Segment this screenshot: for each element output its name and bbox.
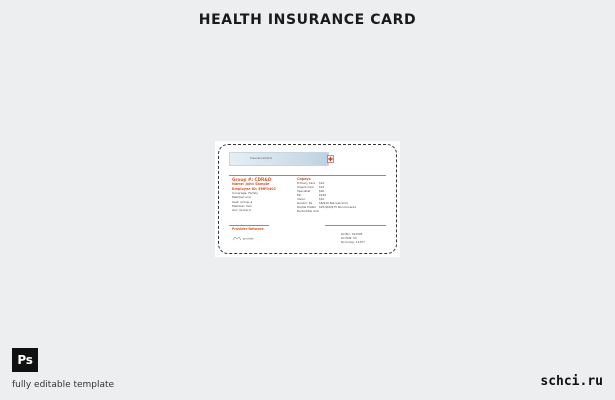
rx-line: Rx PCN: 54 (341, 236, 357, 241)
copay-value: $150 (319, 193, 327, 198)
member-line: Member:one (232, 195, 251, 200)
copay-label: Dental Preferr (297, 205, 317, 210)
copay-label: ER (297, 193, 301, 198)
member-line: Asc: Group b (232, 208, 252, 213)
group-number: Group #: CDR&D (232, 177, 272, 182)
card-divider-top (229, 175, 386, 176)
copay-label: Vision (297, 197, 306, 202)
copay-value: $10 (319, 197, 325, 202)
template-caption: fully editable template (12, 380, 115, 390)
insurance-card (215, 141, 400, 257)
copay-label: Primary Care (297, 181, 316, 186)
provider-logo-text: provider (242, 237, 254, 241)
member-line: Asst: Group a (232, 199, 253, 204)
copay-label: Deductible Amt (297, 209, 319, 214)
insurer-logo-icon (327, 155, 334, 163)
photoshop-icon: Ps (12, 348, 38, 372)
provider-network-title: Provider Network (232, 227, 264, 231)
rx-line: Rx Bin: 012345 (341, 232, 363, 236)
card-banner (229, 152, 329, 166)
copays-heading: Copays (297, 177, 311, 181)
member-name: Name: John Sample (232, 182, 270, 187)
card-divider-provider (229, 225, 269, 226)
copay-info (297, 177, 382, 213)
copay-value: $15 (319, 185, 325, 190)
provider-logo (232, 236, 254, 241)
employee-id: Employee ID: EMP0401 (232, 186, 276, 191)
rx-info (341, 232, 391, 245)
brand-watermark: schci.ru (540, 374, 603, 389)
member-line: Coverage: Family (232, 191, 258, 196)
provider-logo-icon (232, 236, 242, 241)
page-title: HEALTH INSURANCE CARD (198, 12, 417, 28)
member-line: Member: two (232, 203, 252, 208)
copay-value: $10 (319, 181, 325, 186)
copay-value: $25/$60/$75 Non-Covered (319, 205, 356, 210)
card-divider-rx (325, 225, 386, 226)
banner-text: InsuranceCard (250, 156, 272, 160)
copay-label: Generic Rx (297, 201, 313, 206)
copay-row (297, 209, 382, 213)
copay-value: $8/$10 Net Generics (319, 201, 348, 206)
copay-label: Urgent Care (297, 185, 314, 190)
copay-value: $40 (319, 189, 325, 194)
member-info (232, 177, 302, 212)
copay-label: Specialist (297, 189, 311, 194)
rx-line: Rx Group: 11337 (341, 240, 365, 245)
